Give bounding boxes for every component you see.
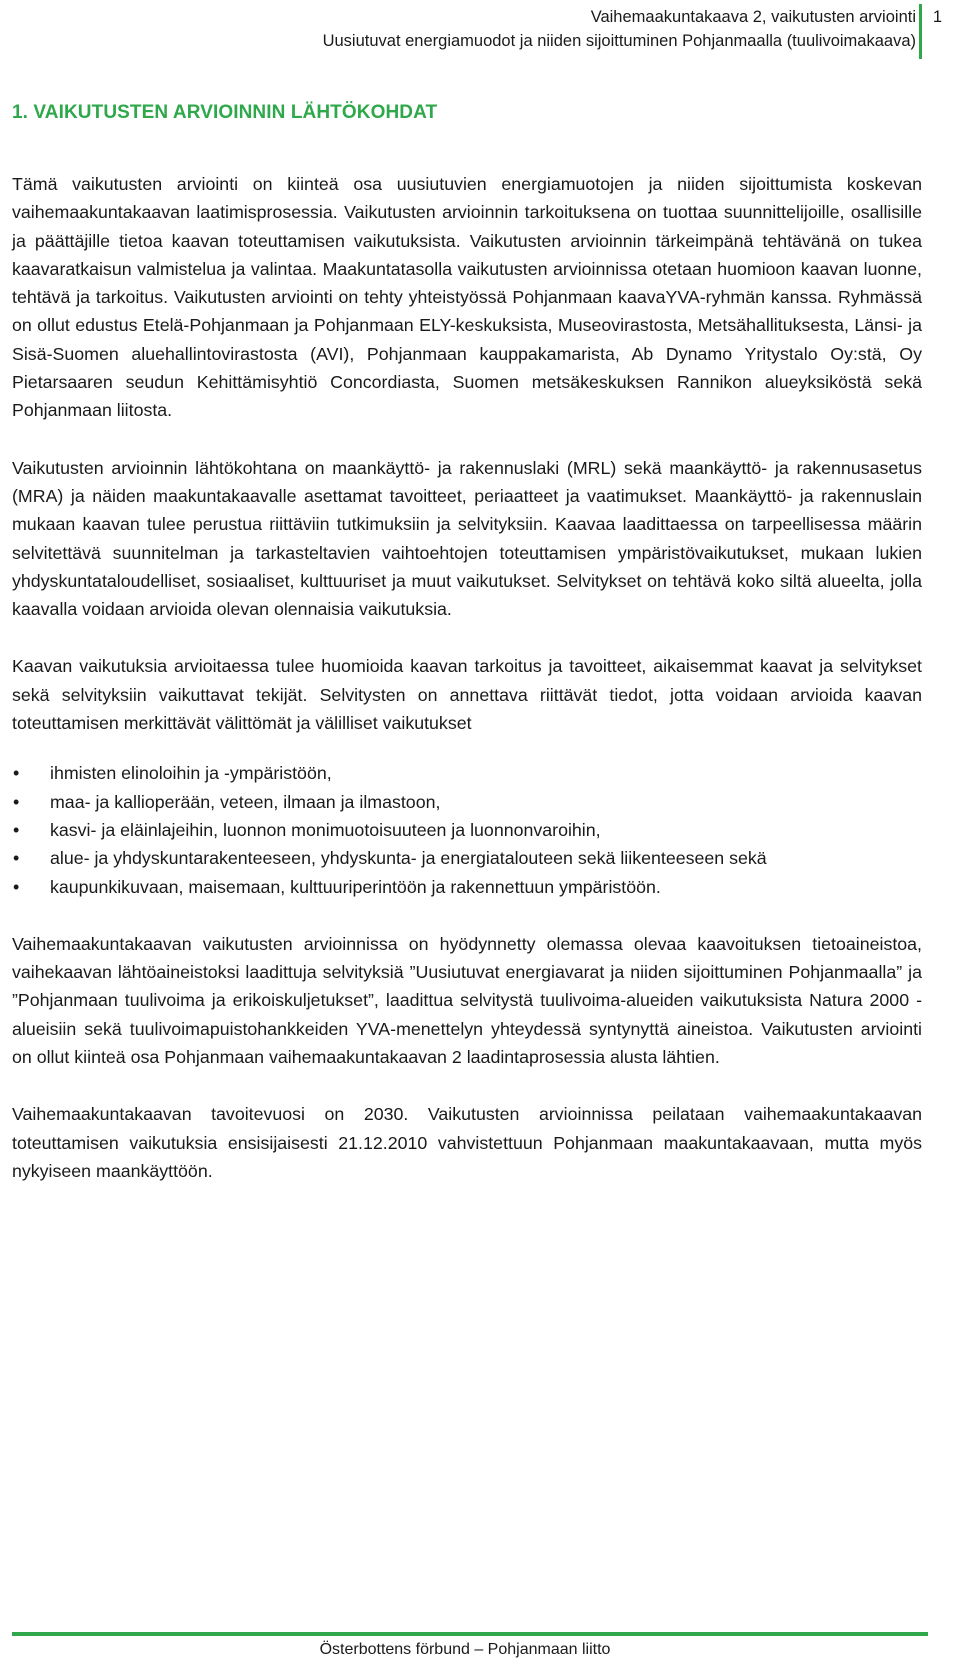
page-header (36, 5, 916, 53)
list-item: • kaupunkikuvaan, maisemaan, kulttuuriperintöön ja rakennettuun ympäristöön. (12, 873, 922, 901)
paragraph-target-year: Vaihemaakuntakaavan tavoitevuosi on 2030. Vaikutusten arvioinnissa peilataan vaihemaakuntakaavan toteuttamisen vaikutuksia ensisijaisesti 21.12.2010 vahvistettuun Pohjanmaan maakuntakaavaan, mutta myös nykyiseen maankäyttöön. (12, 1104, 922, 1181)
paragraph-basis: Vaikutusten arvioinnin lähtökohtana on maankäyttö- ja rakennuslaki (MRL) sekä maankäyttö- ja rakennusasetus (MRA) ja näiden maakuntakaavalle asettamat tavoitteet, periaatteet ja vaatimukset. Maankäyttö- ja rakennuslain mukaan kaavan tulee perustua riittäviin tutkimuksiin ja selvityksiin. Kaavaa laadittaessa on tarpeellisessa määrin selvitettävä suunnitelman ja tarkasteltavien vaihtoehtojen toteuttamisen ympäristövaikutukset, mukaan lukien yhdyskuntataloudelliset, sosiaaliset, kulttuuriset ja muut vaikutukset. Selvitykset on tehtävä koko siltä alueelta, jolla kaavalla voidaan arvioida olevan olennaisia vaikutuksia. (12, 457, 922, 620)
header-document-title: Vaihemaakuntakaava 2, vaikutusten arviointi (590, 8, 916, 26)
paragraph-assessment: Kaavan vaikutuksia arvioitaessa tulee huomioida kaavan tarkoitus ja tavoitteet, aikaisemmat kaavat ja selvitykset sekä selvityksiin vaikuttavat tekijät. Selvitysten on annettava riittävät tiedot, jotta voidaan arvioida kaavan toteuttamisen merkittävät välittömät ja välilliset vaikutukset (12, 656, 922, 734)
list-item: • ihmisten elinoloihin ja -ympäristöön, (12, 759, 922, 787)
page-footer: Österbottens förbund – Pohjanmaan liitto (319, 1641, 611, 1658)
header-divider (919, 4, 922, 59)
footer-divider (12, 1632, 928, 1636)
document-body (12, 170, 922, 1214)
page-number: 1 (932, 8, 942, 26)
list-item: • maa- ja kallioperään, veteen, ilmaan ja ilmastoon, (12, 788, 922, 816)
header-document-subtitle: Uusiutuvat energiamuodot ja niiden sijoittuminen Pohjanmaalla (tuulivoimakaava) (322, 32, 916, 50)
paragraph-intro: Tämä vaikutusten arviointi on kiinteä osa uusiutuvien energiamuotojen ja niiden sijoittumista koskevan vaihemaakuntakaavan laatimisprosessia. Vaikutusten arvioinnin tarkoituksena on tuottaa suunnittelijoille, osallisille ja päättäjille tietoa kaavan toteuttamisen vaikutuksista. Vaikutusten arvioinnin tärkeimpänä tehtävänä on tukea kaavaratkaisun valmistelua ja valintaa. Maakuntatasolla vaikutusten arvioinnissa otetaan huomioon kaavan luonne, tehtävä ja tarkoitus. Vaikutusten arviointi on tehty yhteistyössä Pohjanmaan kaavaYVA-ryhmän kanssa. Ryhmässä on ollut edustus Etelä-Pohjanmaan ja Pohjanmaan ELY-keskuksista, Museovirastosta, Metsähallituksesta, Länsi- ja Sisä-Suomen aluehallintovirastosta (AVI), Pohjanmaan kauppakamarista, Ab Dynamo Yritystalo Oy:stä, Oy Pietarsaaren seudun Kehittämisyhtiö Concordiasta, Suomen metsäkeskuksen Rannikon alueyksiköstä sekä Pohjanmaan liitosta. (12, 174, 922, 421)
impact-list (12, 759, 922, 900)
section-heading: 1. VAIKUTUSTEN ARVIOINNIN LÄHTÖKOHDAT (12, 102, 438, 123)
list-item: • alue- ja yhdyskuntarakenteeseen, yhdyskunta- ja energiatalouteen sekä liikenteeseen sekä (12, 844, 922, 872)
paragraph-sources: Vaihemaakuntakaavan vaikutusten arvioinnissa on hyödynnetty olemassa olevaa kaavoituksen tietoaineistoa, vaihekaavan lähtöaineistoksi laadittuja selvityksiä ”Uusiutuvat energiavarat ja niiden sijoittuminen Pohjanmaalla” ja ”Pohjanmaan tuulivoima ja erikoiskuljetukset”, laadittua selvitystä tuulivoima-alueiden vaikutuksista Natura 2000 -alueisiin sekä tuulivoimapuistohankkeiden YVA-menettelyn yhteydessä syntynyttä aineistoa. Vaikutusten arviointi on ollut kiinteä osa Pohjanmaan vaihemaakuntakaavan 2 laadintaprosessia alusta lähtien. (12, 933, 922, 1068)
list-item: • kasvi- ja eläinlajeihin, luonnon monimuotoisuuteen ja luonnonvaroihin, (12, 816, 922, 844)
